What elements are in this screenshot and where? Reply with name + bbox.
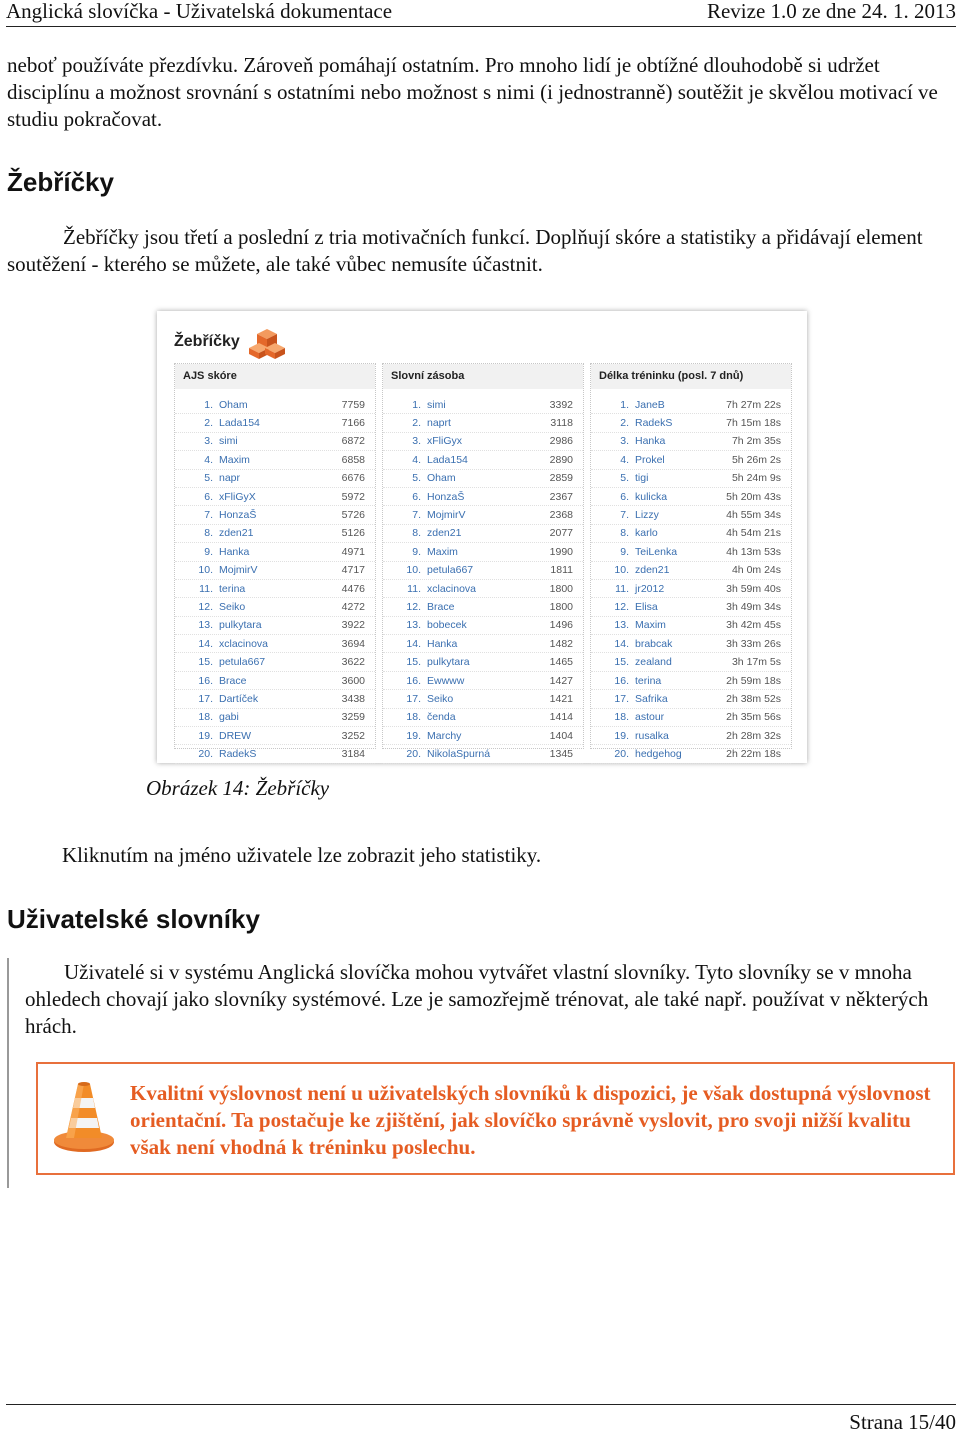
rank: 12. <box>614 600 629 613</box>
leaderboard-row <box>591 580 791 598</box>
user-name-link[interactable]: TeiLenka <box>635 545 678 558</box>
user-name-link[interactable]: pulkytara <box>219 619 262 632</box>
leaderboard-row <box>383 488 583 506</box>
user-name-link[interactable]: zden21 <box>219 527 254 540</box>
score-value: 5972 <box>341 490 365 503</box>
rank: 13. <box>614 619 629 632</box>
rank: 18. <box>198 711 213 724</box>
rank: 7. <box>412 509 421 522</box>
rank: 20. <box>198 748 213 761</box>
rank: 5. <box>204 472 213 485</box>
user-name-link[interactable]: Maxim <box>427 545 458 558</box>
leaderboard-row <box>591 709 791 727</box>
section-heading-user-dictionaries: Uživatelské slovníky <box>7 904 260 934</box>
rank: 20. <box>406 748 421 761</box>
leaderboard-row <box>591 598 791 616</box>
leaderboard-row <box>175 562 375 580</box>
leaderboard-panel <box>590 363 792 761</box>
user-name-link[interactable]: kulicka <box>635 490 668 503</box>
leaderboard-row <box>175 433 375 451</box>
user-name-link[interactable]: Lada154 <box>219 417 260 430</box>
user-name-link[interactable]: zealand <box>635 656 672 669</box>
user-name-link[interactable]: zden21 <box>427 527 462 540</box>
leaderboard-row <box>383 543 583 561</box>
user-name-link[interactable]: naprt <box>427 417 451 430</box>
rank: 14. <box>406 637 421 650</box>
leaderboard-row <box>383 635 583 653</box>
rank: 19. <box>198 729 213 742</box>
user-name-link[interactable]: MojmirV <box>427 509 466 522</box>
rank: 7. <box>620 509 629 522</box>
user-name-link[interactable]: čenda <box>427 711 456 724</box>
stacked-cubes-icon <box>249 327 285 359</box>
leaderboard-row <box>591 745 791 763</box>
user-name-link[interactable]: terina <box>635 674 662 687</box>
score-value: 1482 <box>549 637 573 650</box>
header-revision: Revize 1.0 ze dne 24. 1. 2013 <box>706 0 956 23</box>
leaderboard-row <box>383 709 583 727</box>
leaderboard-row <box>383 598 583 616</box>
score-value: 3922 <box>341 619 365 632</box>
leaderboard-row <box>175 617 375 635</box>
rank: 11. <box>199 582 213 595</box>
score-value: 2986 <box>549 435 573 448</box>
leaderboard-row <box>591 617 791 635</box>
rank: 2. <box>412 417 421 430</box>
leaderboard-row <box>591 635 791 653</box>
rank: 2. <box>204 417 213 430</box>
user-name-link[interactable]: NikolaSpurná <box>427 748 491 761</box>
user-name-link[interactable]: Hanka <box>219 545 250 558</box>
leaderboard-row <box>175 543 375 561</box>
leaderboard-row <box>383 727 583 745</box>
leaderboard-row <box>383 414 583 432</box>
rank: 7. <box>204 509 213 522</box>
rank: 1. <box>412 398 421 411</box>
rank: 9. <box>412 545 421 558</box>
user-name-link[interactable]: Lizzy <box>635 509 659 522</box>
leaderboard-row <box>175 451 375 469</box>
score-value: 2h 22m 18s <box>726 748 781 761</box>
rank: 19. <box>406 729 421 742</box>
leaderboard-row <box>591 653 791 671</box>
leaderboard-row <box>175 635 375 653</box>
user-name-link[interactable]: MojmirV <box>219 564 258 577</box>
user-name-link[interactable]: pulkytara <box>427 656 470 669</box>
user-name-link[interactable]: Brace <box>427 600 455 613</box>
leaderboard-row <box>175 672 375 690</box>
score-value: 6858 <box>341 453 365 466</box>
user-name-link[interactable]: Hanka <box>635 435 666 448</box>
figure-caption: Obrázek 14: Žebříčky <box>146 776 330 800</box>
leaderboard-row <box>591 562 791 580</box>
rank: 6. <box>412 490 421 503</box>
rank: 6. <box>204 490 213 503</box>
user-name-link[interactable]: Maxim <box>219 453 250 466</box>
leaderboard-row <box>591 727 791 745</box>
user-name-link[interactable]: Seiko <box>219 600 246 613</box>
user-name-link[interactable]: RadekS <box>219 748 257 761</box>
user-name-link[interactable]: Brace <box>219 674 247 687</box>
leaderboard-row <box>175 598 375 616</box>
section2-paragraph-text: Uživatelé si v systému Anglická slovíčka mohou vytvářet vlastní slovníky. Tyto slovníky se v mnoha ohledech chovají jako slovníky systémové. Lze je samozřejmě trénovat, ale také např. používat v některých hrách. <box>25 960 929 1038</box>
score-value: 4971 <box>341 545 365 558</box>
leaderboard-row <box>383 470 583 488</box>
score-value: 3118 <box>550 417 573 430</box>
rank: 9. <box>204 545 213 558</box>
user-name-link[interactable]: Safrika <box>635 692 668 705</box>
user-name-link[interactable]: DREW <box>219 729 252 742</box>
rank: 15. <box>406 656 421 669</box>
user-name-link[interactable]: xFliGyx <box>427 435 462 448</box>
rank: 13. <box>198 619 213 632</box>
leaderboard-row <box>591 451 791 469</box>
score-value: 1414 <box>549 711 573 724</box>
rank: 17. <box>406 692 421 705</box>
score-value: 6872 <box>341 435 365 448</box>
leaderboard-row <box>591 414 791 432</box>
rank: 6. <box>620 490 629 503</box>
leaderboard-row <box>175 745 375 763</box>
score-value: 1404 <box>549 729 573 742</box>
leaderboard-row <box>383 745 583 763</box>
user-name-link[interactable]: brabcak <box>635 637 673 650</box>
section-paragraph-zebricky <box>7 224 955 278</box>
score-value: 2859 <box>549 472 573 485</box>
panel-header: Slovní zásoba <box>383 364 583 389</box>
score-value: 7h 2m 35s <box>731 435 781 448</box>
user-name-link[interactable]: petula667 <box>427 564 474 577</box>
section-paragraph-text: Žebříčky jsou třetí a poslední z tria motivačních funkcí. Doplňují skóre a statistiky a přidávají element soutěžení - kterého se můžete, ale také vůbec nemusíte účastnit. <box>7 225 923 276</box>
leaderboard-row <box>591 543 791 561</box>
section-paragraph-user-dictionaries <box>25 959 955 1040</box>
score-value: 6676 <box>341 472 365 485</box>
user-name-link[interactable]: Lada154 <box>427 453 468 466</box>
page-number: Strana 15/40 <box>849 1410 956 1434</box>
rank: 5. <box>412 472 421 485</box>
score-value: 2077 <box>549 527 573 540</box>
score-value: 5h 26m 2s <box>731 453 781 466</box>
rank: 10. <box>614 564 629 577</box>
user-name-link[interactable]: Marchy <box>427 729 462 742</box>
user-name-link[interactable]: HonzaŠ <box>427 490 465 503</box>
user-name-link[interactable]: hedgehog <box>635 748 682 761</box>
user-name-link[interactable]: RadekS <box>635 417 673 430</box>
score-value: 3622 <box>341 656 365 669</box>
score-value: 3h 59m 40s <box>726 582 781 595</box>
rank: 3. <box>412 435 421 448</box>
user-name-link[interactable]: karlo <box>635 527 658 540</box>
rank: 13. <box>406 619 421 632</box>
score-value: 1800 <box>549 582 573 595</box>
rank: 12. <box>198 600 213 613</box>
score-value: 3694 <box>341 637 365 650</box>
change-bar <box>7 958 9 1188</box>
user-name-link[interactable]: JaneB <box>635 398 665 411</box>
user-name-link[interactable]: Hanka <box>427 637 458 650</box>
leaderboard-row <box>591 488 791 506</box>
rank: 18. <box>614 711 629 724</box>
rank: 8. <box>412 527 421 540</box>
rank: 14. <box>614 637 629 650</box>
leaderboard-row <box>591 470 791 488</box>
rank: 20. <box>614 748 629 761</box>
user-name-link[interactable]: Ewwww <box>427 674 465 687</box>
score-value: 7166 <box>341 417 365 430</box>
leaderboard-row <box>175 525 375 543</box>
score-value: 1811 <box>550 564 573 577</box>
rank: 16. <box>614 674 629 687</box>
rank: 2. <box>620 417 629 430</box>
rank: 3. <box>620 435 629 448</box>
user-name-link[interactable]: Prokel <box>635 453 665 466</box>
leaderboard-row <box>175 709 375 727</box>
score-value: 5h 20m 43s <box>726 490 781 503</box>
intro-paragraph: neboť používáte přezdívku. Zároveň pomáhají ostatním. Pro mnoho lidí je obtížné dlouhodobě si udržet disciplínu a možnost srovnání s ostatními nebo možnost s nimi (i jednostranně) soutěžit je skvělou motivací ve studiu pokračovat. <box>7 53 938 131</box>
score-value: 1421 <box>549 692 573 705</box>
score-value: 1800 <box>549 600 573 613</box>
leaderboard-row <box>383 506 583 524</box>
score-value: 4h 0m 24s <box>731 564 781 577</box>
rank: 19. <box>614 729 629 742</box>
panel-header: AJS skóre <box>175 364 375 389</box>
user-name-link[interactable]: jr2012 <box>635 582 665 595</box>
score-value: 7759 <box>341 398 365 411</box>
header-doc-title: Anglická slovíčka - Uživatelská dokumentace <box>6 0 393 23</box>
screenshot-title: Žebříčky <box>174 333 240 350</box>
rank: 4. <box>620 453 629 466</box>
user-name-link[interactable]: bobecek <box>427 619 467 632</box>
leaderboard-row <box>591 690 791 708</box>
score-value: 7h 27m 22s <box>726 398 781 411</box>
leaderboard-row <box>591 506 791 524</box>
leaderboard-row <box>383 562 583 580</box>
leaderboard-row <box>175 488 375 506</box>
leaderboard-row <box>383 525 583 543</box>
score-value: 4476 <box>341 582 365 595</box>
section-heading-zebricky: Žebříčky <box>7 167 114 197</box>
user-name-link[interactable]: Maxim <box>635 619 666 632</box>
click-note: Kliknutím na jméno uživatele lze zobrazit jeho statistiky. <box>62 843 542 867</box>
score-value: 4h 54m 21s <box>726 527 781 540</box>
score-value: 2h 35m 56s <box>726 711 781 724</box>
leaderboard-row <box>175 580 375 598</box>
user-name-link[interactable]: simi <box>427 398 446 411</box>
leaderboard-row <box>591 433 791 451</box>
leaderboard-row <box>383 580 583 598</box>
rank: 8. <box>620 527 629 540</box>
score-value: 3392 <box>549 398 573 411</box>
user-name-link[interactable]: Elisa <box>635 600 658 613</box>
rank: 1. <box>204 398 213 411</box>
score-value: 5126 <box>341 527 365 540</box>
rank: 4. <box>204 453 213 466</box>
leaderboard-panel <box>174 363 376 761</box>
leaderboard-row <box>175 690 375 708</box>
user-name-link[interactable]: Seiko <box>427 692 454 705</box>
score-value: 7h 15m 18s <box>726 417 781 430</box>
warning-box <box>36 1062 955 1175</box>
rank: 15. <box>614 656 629 669</box>
leaderboard-row <box>591 396 791 414</box>
rank: 10. <box>198 564 213 577</box>
leaderboard-screenshot <box>157 311 807 763</box>
rank: 17. <box>198 692 213 705</box>
rank: 1. <box>620 398 629 411</box>
rank: 3. <box>204 435 213 448</box>
user-name-link[interactable]: petula667 <box>219 656 266 669</box>
leaderboard-row <box>175 396 375 414</box>
user-name-link[interactable]: simi <box>219 435 238 448</box>
score-value: 2890 <box>549 453 573 466</box>
rank: 9. <box>620 545 629 558</box>
score-value: 3438 <box>341 692 365 705</box>
page-header <box>6 0 956 27</box>
panel-header: Délka tréninku (posl. 7 dnů) <box>591 364 791 389</box>
leaderboard-row <box>383 433 583 451</box>
score-value: 5726 <box>341 509 365 522</box>
leaderboard-row <box>383 617 583 635</box>
score-value: 3252 <box>341 729 365 742</box>
rank: 16. <box>406 674 421 687</box>
rank: 18. <box>406 711 421 724</box>
score-value: 1990 <box>549 545 573 558</box>
rank: 8. <box>204 527 213 540</box>
score-value: 4h 55m 34s <box>726 509 781 522</box>
rank: 17. <box>614 692 629 705</box>
score-value: 3600 <box>341 674 365 687</box>
score-value: 2h 38m 52s <box>726 692 781 705</box>
leaderboard-row <box>175 727 375 745</box>
score-value: 4272 <box>341 600 365 613</box>
rank: 12. <box>406 600 421 613</box>
page-footer <box>6 1404 956 1435</box>
leaderboard-row <box>175 470 375 488</box>
score-value: 3h 42m 45s <box>726 619 781 632</box>
score-value: 5h 24m 9s <box>731 472 781 485</box>
leaderboard-row <box>383 451 583 469</box>
score-value: 3h 33m 26s <box>726 637 781 650</box>
rank: 5. <box>620 472 629 485</box>
leaderboard-row <box>591 672 791 690</box>
rank: 10. <box>406 564 421 577</box>
user-name-link[interactable]: gabi <box>219 711 239 724</box>
rank: 4. <box>412 453 421 466</box>
score-value: 2h 28m 32s <box>726 729 781 742</box>
rank: 14. <box>198 637 213 650</box>
leaderboard-row <box>383 690 583 708</box>
user-name-link[interactable]: HonzaŠ <box>219 509 257 522</box>
score-value: 1345 <box>549 748 573 761</box>
leaderboard-row <box>175 653 375 671</box>
leaderboard-row <box>591 525 791 543</box>
leaderboard-row <box>175 506 375 524</box>
score-value: 4h 13m 53s <box>726 545 781 558</box>
score-value: 1427 <box>549 674 573 687</box>
leaderboard-panel <box>382 363 584 761</box>
user-name-link[interactable]: Dartíček <box>219 692 259 705</box>
rank: 11. <box>615 582 629 595</box>
user-name-link[interactable]: Oham <box>219 398 248 411</box>
leaderboard-row <box>383 396 583 414</box>
user-name-link[interactable]: xclacinova <box>427 582 477 595</box>
user-name-link[interactable]: rusalka <box>635 729 669 742</box>
user-name-link[interactable]: tigi <box>635 472 649 485</box>
score-value: 3h 17m 5s <box>731 656 781 669</box>
traffic-cone-icon <box>52 1080 116 1154</box>
user-name-link[interactable]: Oham <box>427 472 456 485</box>
score-value: 2367 <box>549 490 573 503</box>
user-name-link[interactable]: astour <box>635 711 665 724</box>
score-value: 2h 59m 18s <box>726 674 781 687</box>
user-name-link[interactable]: terina <box>219 582 246 595</box>
rank: 16. <box>198 674 213 687</box>
user-name-link[interactable]: xclacinova <box>219 637 269 650</box>
score-value: 2368 <box>549 509 573 522</box>
leaderboard-row <box>383 672 583 690</box>
rank: 11. <box>407 582 421 595</box>
score-value: 3h 49m 34s <box>726 600 781 613</box>
warning-text: Kvalitní výslovnost není u uživatelských slovníků k dispozici, je však dostupná výslovnost orientační. Ta postačuje ke zjištění, jak slovíčko správně vyslovit, pro svoji nižší kvalitu však není vhodná k tréninku poslechu. <box>130 1081 931 1159</box>
score-value: 3184 <box>341 748 365 761</box>
leaderboard-row <box>175 414 375 432</box>
user-name-link[interactable]: zden21 <box>635 564 670 577</box>
rank: 15. <box>198 656 213 669</box>
score-value: 4717 <box>341 564 365 577</box>
user-name-link[interactable]: napr <box>219 472 241 485</box>
score-value: 1496 <box>549 619 573 632</box>
score-value: 3259 <box>341 711 365 724</box>
user-name-link[interactable]: xFliGyX <box>219 490 256 503</box>
score-value: 1465 <box>549 656 573 669</box>
leaderboard-row <box>383 653 583 671</box>
